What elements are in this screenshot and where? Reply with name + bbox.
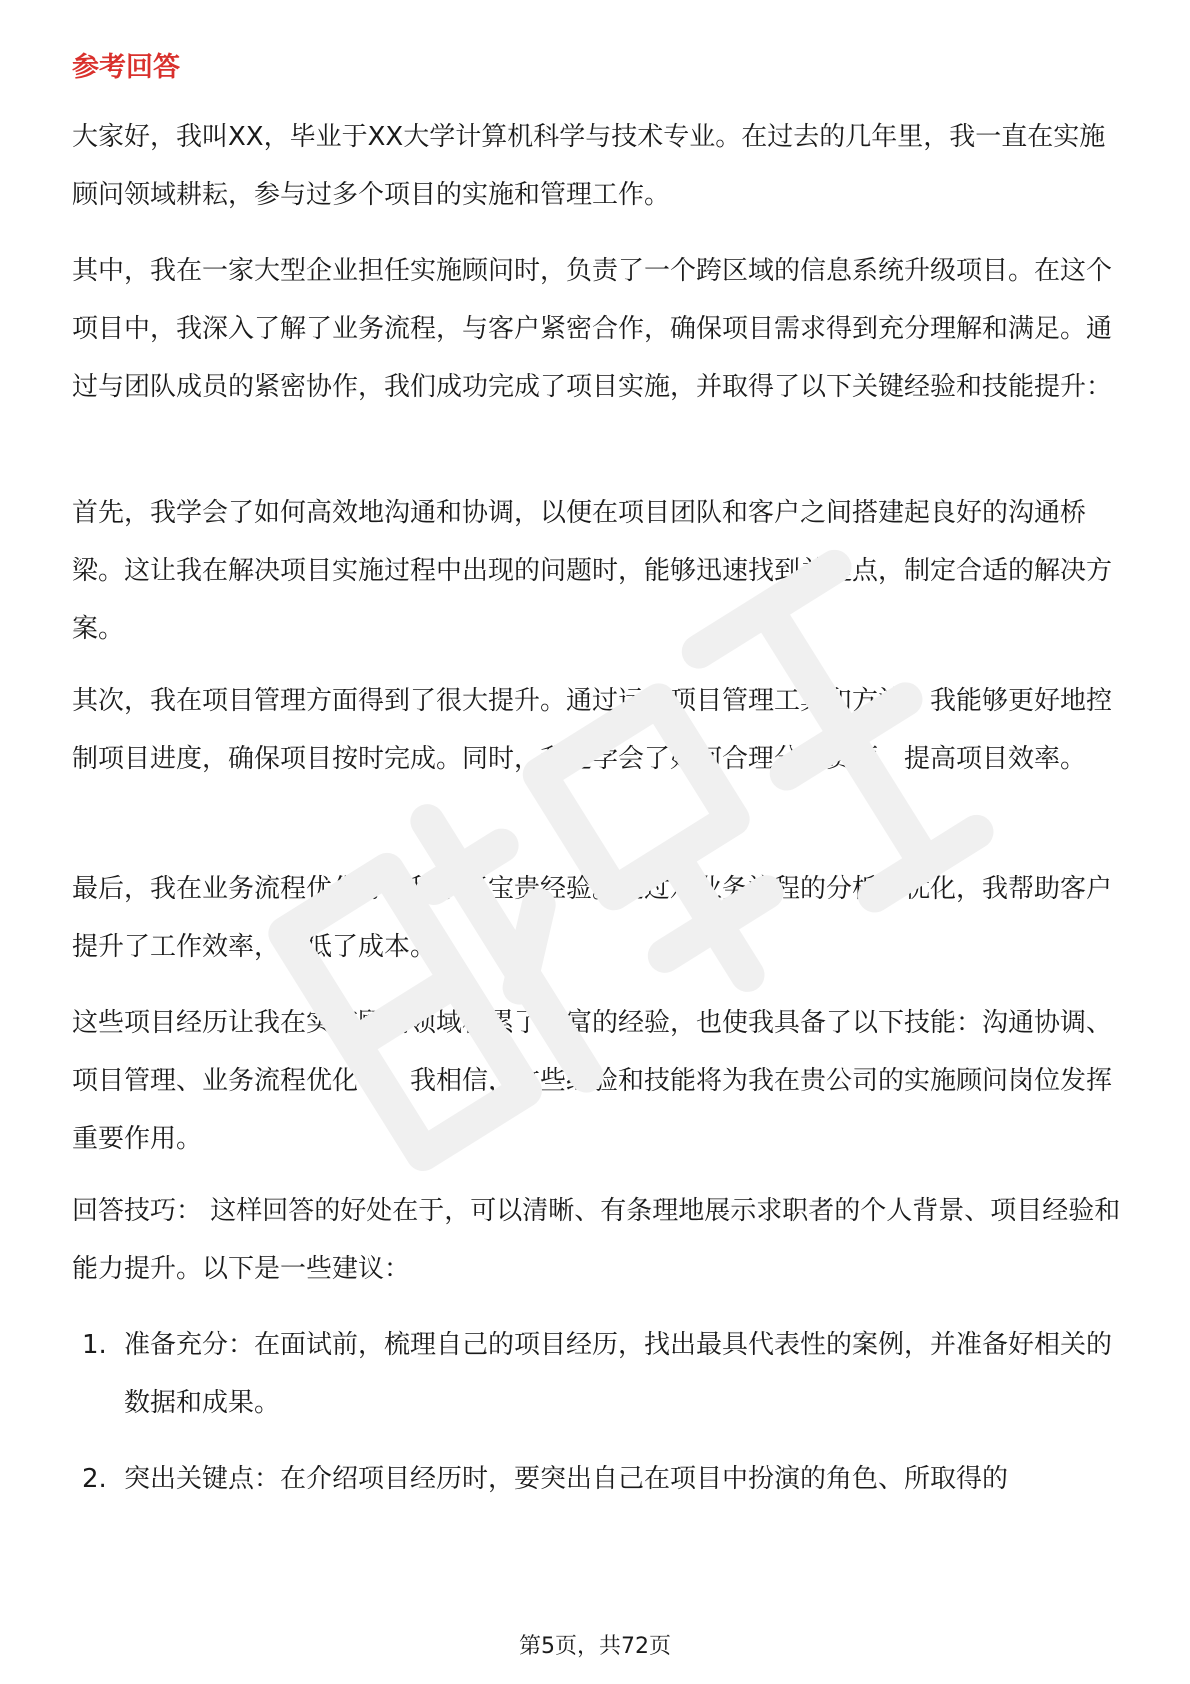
list-item [82,1316,1122,1432]
list-item [82,1450,1122,1508]
list-item-number: 2. [82,1464,107,1494]
paragraph-intro: 大家好，我叫XX，毕业于XX大学计算机科学与技术专业。在过去的几年里，我一直在实施顾问领域耕耘，参与过多个项目的实施和管理工作。 [72,122,1106,210]
list-item-number: 1. [82,1330,107,1360]
paragraph-summary: 这些项目经历让我在实施顾问领域积累了丰富的经验，也使我具备了以下技能：沟通协调、项目管理、业务流程优化等。我相信，这些经验和技能将为我在贵公司的实施顾问岗位发挥重要作用。 [72,1008,1113,1154]
paragraph-tips: 回答技巧： 这样回答的好处在于，可以清晰、有条理地展示求职者的个人背景、项目经验和能力提升。以下是一些建议： [72,1196,1121,1284]
list-item-text: 突出关键点：在介绍项目经历时，要突出自己在项目中扮演的角色、所取得的 [124,1464,1009,1494]
paragraph-project: 其中，我在一家大型企业担任实施顾问时，负责了一个跨区域的信息系统升级项目。在这个项目中，我深入了解了业务流程，与客户紧密合作，确保项目需求得到充分理解和满足。通过与团队成员的紧密协作，我们成功完成了项目实施，并取得了以下关键经验和技能提升： [72,256,1113,402]
paragraph-first: 首先，我学会了如何高效地沟通和协调，以便在项目团队和客户之间搭建起良好的沟通桥梁。这让我在解决项目实施过程中出现的问题时，能够迅速找到关键点，制定合适的解决方案。 [72,498,1113,644]
section-heading: 参考回答 [72,52,180,83]
list-item-text: 准备充分：在面试前，梳理自己的项目经历，找出最具代表性的案例，并准备好相关的数据和成果。 [124,1330,1113,1418]
paragraph-last: 最后，我在业务流程优化方面积累了宝贵经验。通过对业务流程的分析和优化，我帮助客户提升了工作效率，降低了成本。 [72,874,1113,962]
page-number-footer: 第5页，共72页 [519,1634,671,1659]
paragraph-second: 其次，我在项目管理方面得到了很大提升。通过运用项目管理工具和方法，我能够更好地控制项目进度，确保项目按时完成。同时，我还学会了如何合理分配资源，提高项目效率。 [72,686,1113,774]
